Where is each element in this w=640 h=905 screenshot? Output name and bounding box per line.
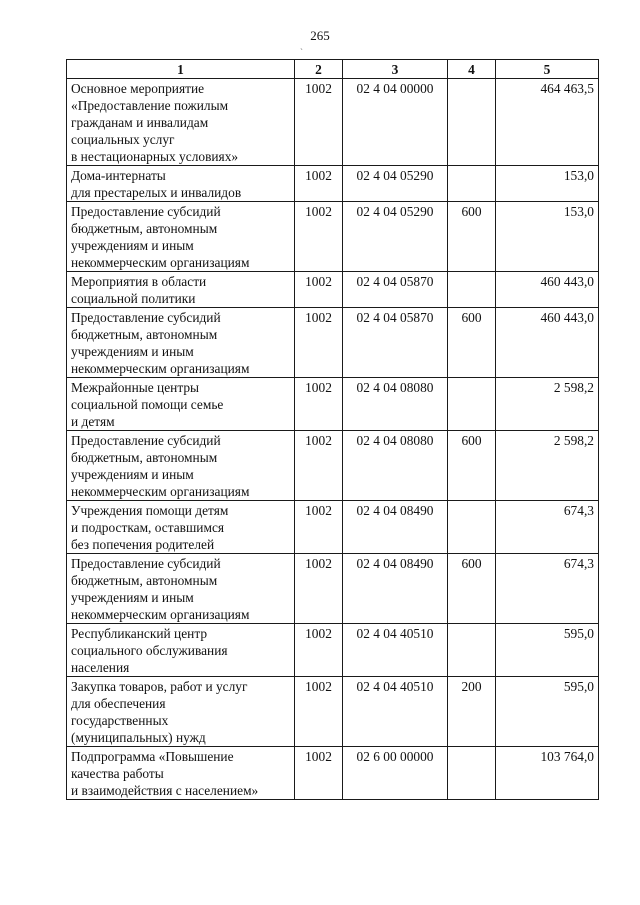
row-target-code: 02 4 04 05290 bbox=[343, 202, 448, 272]
table-row bbox=[67, 202, 599, 272]
row-name: Предоставление субсидий бюджетным, автономным учреждениям и иным некоммерческим организациям bbox=[67, 431, 295, 501]
row-expense-type: 600 bbox=[448, 308, 496, 378]
row-amount: 460 443,0 bbox=[496, 272, 599, 308]
row-target-code: 02 4 04 08080 bbox=[343, 431, 448, 501]
row-expense-type bbox=[448, 79, 496, 166]
row-expense-type bbox=[448, 501, 496, 554]
row-name: Межрайонные центры социальной помощи семье и детям bbox=[67, 378, 295, 431]
row-expense-type bbox=[448, 166, 496, 202]
column-header: 5 bbox=[496, 60, 599, 79]
table-body bbox=[67, 79, 599, 800]
row-target-code: 02 6 00 00000 bbox=[343, 747, 448, 800]
row-amount: 674,3 bbox=[496, 554, 599, 624]
row-section-code: 1002 bbox=[295, 747, 343, 800]
row-target-code: 02 4 04 08080 bbox=[343, 378, 448, 431]
row-amount: 674,3 bbox=[496, 501, 599, 554]
row-target-code: 02 4 04 08490 bbox=[343, 501, 448, 554]
row-section-code: 1002 bbox=[295, 378, 343, 431]
row-amount: 2 598,2 bbox=[496, 378, 599, 431]
row-name: Учреждения помощи детям и подросткам, оставшимся без попечения родителей bbox=[67, 501, 295, 554]
table-row bbox=[67, 378, 599, 431]
row-amount: 103 764,0 bbox=[496, 747, 599, 800]
row-section-code: 1002 bbox=[295, 554, 343, 624]
row-target-code: 02 4 04 00000 bbox=[343, 79, 448, 166]
table-row bbox=[67, 501, 599, 554]
row-name: Предоставление субсидий бюджетным, автономным учреждениям и иным некоммерческим организациям bbox=[67, 308, 295, 378]
table-row bbox=[67, 677, 599, 747]
row-amount: 595,0 bbox=[496, 677, 599, 747]
row-target-code: 02 4 04 40510 bbox=[343, 624, 448, 677]
row-target-code: 02 4 04 08490 bbox=[343, 554, 448, 624]
table-row bbox=[67, 79, 599, 166]
column-header: 4 bbox=[448, 60, 496, 79]
table-row bbox=[67, 431, 599, 501]
row-target-code: 02 4 04 05290 bbox=[343, 166, 448, 202]
table-row bbox=[67, 272, 599, 308]
row-section-code: 1002 bbox=[295, 79, 343, 166]
row-section-code: 1002 bbox=[295, 308, 343, 378]
row-section-code: 1002 bbox=[295, 202, 343, 272]
page-number: 265 bbox=[310, 28, 330, 43]
column-header: 2 bbox=[295, 60, 343, 79]
row-amount: 464 463,5 bbox=[496, 79, 599, 166]
row-target-code: 02 4 04 05870 bbox=[343, 272, 448, 308]
row-name: Мероприятия в области социальной политики bbox=[67, 272, 295, 308]
row-section-code: 1002 bbox=[295, 501, 343, 554]
budget-table bbox=[66, 59, 599, 800]
row-expense-type: 200 bbox=[448, 677, 496, 747]
row-name: Закупка товаров, работ и услуг для обеспечения государственных (муниципальных) нужд bbox=[67, 677, 295, 747]
row-expense-type bbox=[448, 624, 496, 677]
row-expense-type: 600 bbox=[448, 554, 496, 624]
row-section-code: 1002 bbox=[295, 272, 343, 308]
row-expense-type: 600 bbox=[448, 202, 496, 272]
table-row bbox=[67, 166, 599, 202]
table-row bbox=[67, 308, 599, 378]
row-name: Дома-интернаты для престарелых и инвалидов bbox=[67, 166, 295, 202]
row-name: Предоставление субсидий бюджетным, автономным учреждениям и иным некоммерческим организациям bbox=[67, 554, 295, 624]
row-expense-type bbox=[448, 378, 496, 431]
row-section-code: 1002 bbox=[295, 677, 343, 747]
row-amount: 2 598,2 bbox=[496, 431, 599, 501]
table-row bbox=[67, 554, 599, 624]
row-name: Подпрограмма «Повышение качества работы и взаимодействия с населением» bbox=[67, 747, 295, 800]
table-header-row bbox=[67, 60, 599, 79]
row-expense-type bbox=[448, 747, 496, 800]
scan-mark: ˏ bbox=[300, 40, 303, 50]
row-name: Основное мероприятие «Предоставление пожилым гражданам и инвалидам социальных услуг в нестационарных условиях» bbox=[67, 79, 295, 166]
column-header: 3 bbox=[343, 60, 448, 79]
row-name: Предоставление субсидий бюджетным, автономным учреждениям и иным некоммерческим организациям bbox=[67, 202, 295, 272]
row-amount: 460 443,0 bbox=[496, 308, 599, 378]
row-target-code: 02 4 04 05870 bbox=[343, 308, 448, 378]
column-header: 1 bbox=[67, 60, 295, 79]
row-section-code: 1002 bbox=[295, 166, 343, 202]
row-amount: 595,0 bbox=[496, 624, 599, 677]
table-row bbox=[67, 624, 599, 677]
row-amount: 153,0 bbox=[496, 202, 599, 272]
row-amount: 153,0 bbox=[496, 166, 599, 202]
row-expense-type bbox=[448, 272, 496, 308]
row-expense-type: 600 bbox=[448, 431, 496, 501]
row-name: Республиканский центр социального обслуживания населения bbox=[67, 624, 295, 677]
row-section-code: 1002 bbox=[295, 431, 343, 501]
table-row bbox=[67, 747, 599, 800]
row-section-code: 1002 bbox=[295, 624, 343, 677]
row-target-code: 02 4 04 40510 bbox=[343, 677, 448, 747]
